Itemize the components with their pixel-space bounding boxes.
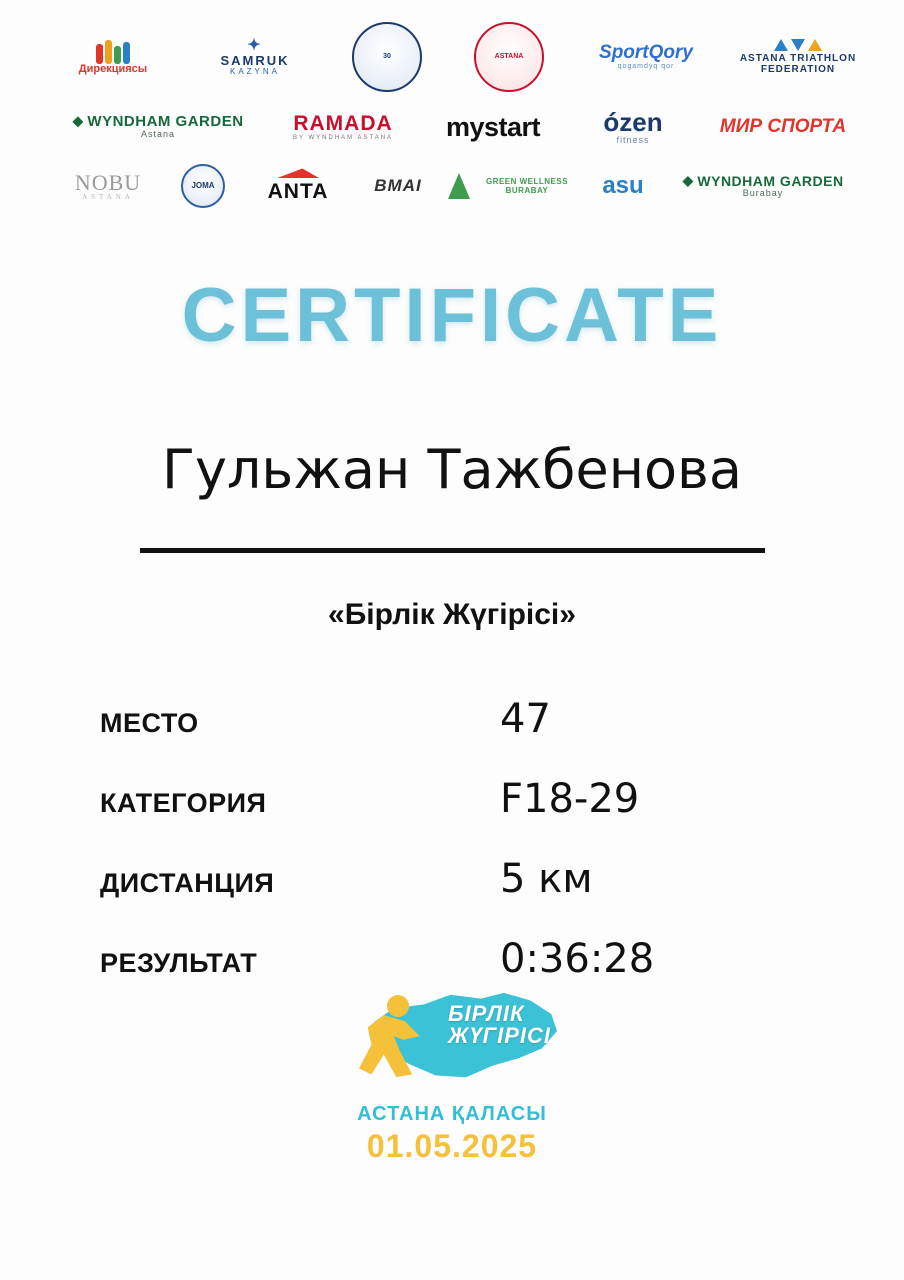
- result-value-place: 47: [500, 696, 551, 742]
- table-row: [100, 696, 800, 776]
- event-city: АСТАНА ҚАЛАСЫ: [357, 1103, 547, 1125]
- page-title: CERTIFICATE: [181, 273, 723, 358]
- sponsor-logo-mir-sporta: [708, 117, 858, 137]
- result-value-category: F18-29: [500, 776, 640, 822]
- sponsor-logo-green-wellness-burabay: [448, 173, 578, 199]
- event-logo-wordmark: [448, 1003, 551, 1047]
- sponsor-label: asu: [602, 172, 644, 200]
- sponsor-logo-nobu: [58, 171, 158, 201]
- event-logo: [0, 985, 904, 1165]
- sponsor-sublabel: Burabay: [742, 187, 784, 198]
- sponsor-label: SAMRUK: [220, 53, 290, 69]
- divider: [140, 548, 765, 553]
- result-value-distance: 5 км: [500, 856, 593, 902]
- sponsor-label: ANTA: [267, 180, 329, 204]
- sponsor-label: mystart: [445, 111, 541, 142]
- sponsor-sublabel: Astana: [140, 129, 175, 140]
- sponsor-sublabel: fitness: [616, 134, 650, 145]
- triangle-icon: [738, 39, 858, 51]
- sponsor-row-1: [58, 18, 858, 96]
- sponsor-sublabel: BY WYNDHAM ASTANA: [292, 134, 394, 141]
- sponsor-logo-asu: [583, 173, 663, 198]
- sponsor-logo-emblem-30: [342, 22, 432, 92]
- event-logo-line2: ЖҮГІРІСІ: [447, 1023, 551, 1048]
- sponsor-sublabel: qogamdyq qor: [617, 63, 675, 71]
- result-value-result: 0:36:28: [500, 936, 655, 982]
- table-row: [100, 776, 800, 856]
- sponsor-logo-bmai: [353, 177, 443, 195]
- sponsor-label: Дирекциясы: [78, 63, 148, 76]
- sponsor-label: 30: [383, 53, 391, 61]
- sponsor-label: ózen: [603, 106, 663, 137]
- result-label-place: МЕСТО: [100, 708, 199, 738]
- sponsor-logo-joma: [163, 164, 243, 208]
- sponsor-label: WYNDHAM GARDEN: [87, 113, 244, 131]
- sponsor-label: ASTANA: [494, 53, 524, 61]
- sponsor-logo-anta: [248, 168, 348, 203]
- sponsor-sublabel: KAZYNA: [229, 67, 280, 77]
- sponsor-logo-wyndham-garden-burabay: [668, 174, 858, 198]
- sponsor-logo-ozen-fitness: [573, 106, 693, 146]
- event-name: «Бірлік Жүгірісі»: [328, 598, 576, 631]
- sponsor-label: BMAI: [374, 176, 422, 196]
- sponsor-band: [58, 18, 858, 218]
- result-label-result: РЕЗУЛЬТАТ: [100, 948, 258, 978]
- sponsor-label: NOBU: [74, 169, 142, 195]
- result-label-distance: ДИСТАНЦИЯ: [100, 868, 275, 898]
- leaf-icon: [682, 176, 693, 187]
- leaf-icon: [72, 116, 83, 127]
- result-label-category: КАТЕГОРИЯ: [100, 788, 267, 818]
- sponsor-logo-wyndham-garden-astana: [58, 114, 258, 139]
- results-table: [100, 696, 800, 1016]
- sponsor-label: МИР СПОРТА: [719, 116, 847, 138]
- sponsor-sublabel: ASTANA: [82, 192, 134, 201]
- participant-name: Гульжан Тажбенова: [162, 438, 742, 501]
- sponsor-logo-astana-triathlon: [738, 39, 858, 75]
- sponsor-logo-mystart: [428, 113, 558, 141]
- sponsor-row-3: [58, 160, 858, 212]
- table-row: [100, 856, 800, 936]
- sponsor-logo-samruk-kazyna: ✦ SAMRUK KAZYNA: [220, 36, 290, 77]
- runner-icon: [353, 995, 431, 1087]
- tree-icon: [448, 173, 470, 199]
- sponsor-label: ASTANA TRIATHLON FEDERATION: [739, 53, 857, 75]
- sponsor-label: RAMADA: [293, 111, 393, 135]
- sponsor-logo-direkciyasy: [58, 38, 168, 76]
- sponsor-logo-sportqory: [586, 43, 706, 70]
- sponsor-label: JOMA: [191, 180, 215, 190]
- sponsor-label: GREEN WELLNESS BURABAY: [485, 176, 569, 195]
- sponsor-logo-astana-emblem: [464, 22, 554, 92]
- sponsor-label: WYNDHAM GARDEN: [697, 172, 844, 189]
- sponsor-row-2: [58, 100, 858, 154]
- event-date: 01.05.2025: [366, 1128, 538, 1164]
- sponsor-logo-ramada: [273, 113, 413, 141]
- sponsor-label: SportQory: [599, 42, 693, 64]
- event-logo-mark: [347, 985, 557, 1097]
- event-logo-line1: БІРЛІК: [447, 1001, 525, 1026]
